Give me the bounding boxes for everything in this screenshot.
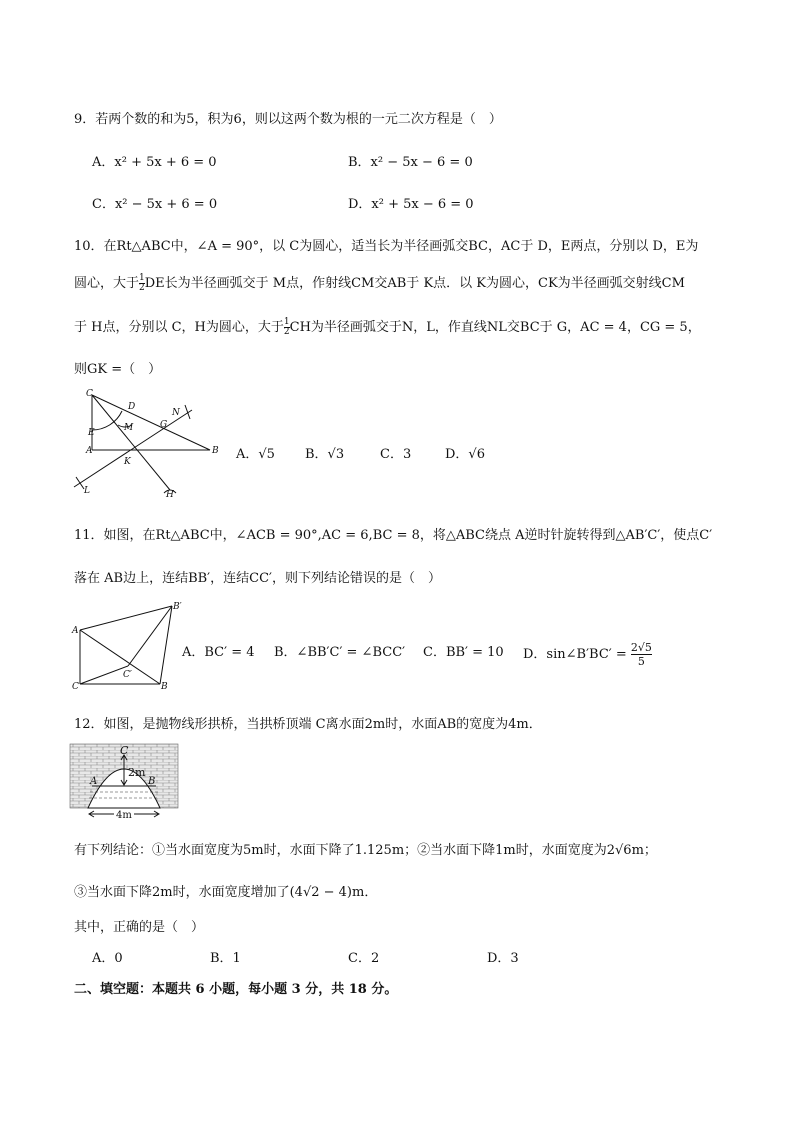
label-m: M — [124, 423, 134, 433]
q10-line3-suffix: CH为半径画弧交于N，L，作直线NL交BC于 G，AC = 4，CG = 5， — [289, 320, 701, 335]
q12-conclusions-line2: ③当水面下降2m时，水面宽度增加了(4√2 − 4)m． — [74, 885, 378, 900]
q10-option-c: C．3 — [380, 447, 412, 462]
q10-line2 — [74, 272, 685, 293]
q12-option-b: B．1 — [210, 951, 241, 966]
q12-option-d: D．3 — [487, 951, 519, 966]
q9-stem: 9．若两个数的和为5，积为6，则以这两个数为根的一元二次方程是（ ） — [74, 112, 502, 127]
q11-option-d — [523, 641, 652, 668]
section-heading: 二、填空题：本题共 6 小题，每小题 3 分，共 18 分。 — [74, 982, 398, 997]
segment-ab1 — [80, 606, 172, 630]
q11-figure — [68, 600, 188, 692]
label-b: B — [148, 776, 156, 787]
label-a: A — [90, 776, 98, 787]
q9-option-d: D．x² + 5x − 6 = 0 — [348, 197, 474, 212]
fraction-numerator: 1 — [139, 273, 145, 283]
q9-option-a: A．x² + 5x + 6 = 0 — [92, 155, 217, 170]
q10-line3-prefix: 于 H点，分别以 C，H为圆心，大于 — [74, 320, 284, 335]
fraction-2root5-over-5 — [631, 641, 652, 668]
q11-line2: 落在 AB边上，连结BB′，连结CC′，则下列结论错误的是（ ） — [74, 571, 441, 586]
q10-option-b: B．√3 — [305, 447, 345, 462]
fraction-denominator: 2 — [139, 283, 145, 293]
q10-line4: 则GK =（ ） — [74, 362, 162, 377]
label-l: L — [84, 486, 90, 496]
label-height: 2m — [128, 766, 146, 779]
label-c-prime: C′ — [123, 670, 132, 680]
q10-figure — [60, 385, 230, 510]
label-c: C — [120, 744, 129, 757]
q10-option-d: D．√6 — [445, 447, 485, 462]
segment-bb1 — [160, 606, 172, 684]
label-h: H — [166, 490, 174, 500]
fraction-denominator: 5 — [637, 655, 645, 668]
q9-option-c: C．x² − 5x + 6 = 0 — [92, 197, 218, 212]
q11-line1: 11．如图，在Rt△ABC中，∠ACB = 90°,AC = 6,BC = 8，将△ABC绕点 A逆时针旋转得到△AB′C′，使点C′ — [74, 528, 713, 543]
label-a: A — [72, 626, 79, 636]
label-n: N — [172, 408, 180, 418]
q12-option-c: C．2 — [348, 951, 380, 966]
fraction-numerator: 2√5 — [630, 641, 652, 654]
label-c: C — [72, 682, 79, 692]
q12-option-a: A．0 — [92, 951, 123, 966]
label-e: E — [88, 428, 95, 438]
fraction-numerator: 1 — [283, 317, 290, 327]
label-a: A — [86, 446, 93, 456]
q11-option-b: B．∠BB′C′ = ∠BCC′ — [274, 645, 406, 660]
q10-line3 — [74, 316, 701, 337]
segment-cc1 — [80, 666, 128, 684]
label-b: B — [161, 682, 168, 692]
arc-l — [76, 477, 84, 489]
segment-cb — [92, 395, 210, 450]
q9-option-b: B．x² − 5x − 6 = 0 — [348, 155, 473, 170]
q10-line1: 10．在Rt△ABC中，∠A = 90°，以 C为圆心，适当长为半径画弧交BC，AC于 D，E两点，分别以 D，E为 — [74, 239, 699, 254]
q11-option-c: C．BB′ = 10 — [423, 645, 504, 660]
q12-figure — [70, 744, 182, 824]
label-b: B — [212, 446, 219, 456]
q11-option-d-text: D．sin∠B′BC′ = — [523, 647, 627, 662]
label-g: G — [160, 420, 168, 430]
segment-b1c1 — [128, 606, 172, 666]
q12-stem: 12．如图，是抛物线形拱桥，当拱桥顶端 C离水面2m时，水面AB的宽度为4m． — [74, 717, 542, 732]
label-d: D — [128, 402, 136, 412]
label-c: C — [86, 389, 93, 399]
q10-option-a: A．√5 — [236, 447, 275, 462]
q10-line2-suffix: DE长为半径画弧交于 M点，作射线CM交AB于 K点．以 K为圆心，CK为半径画弧交射线CM — [144, 276, 685, 291]
label-b-prime: B′ — [173, 602, 182, 612]
q12-conclusions-line1: 有下列结论：①当水面宽度为5m时，水面下降了1.125m；②当水面下降1m时，水面宽度为2√6m； — [74, 843, 657, 858]
q10-line2-prefix: 圆心，大于 — [74, 276, 140, 291]
q12-question: 其中，正确的是（ ） — [74, 920, 205, 935]
label-k: K — [124, 457, 131, 467]
label-width: 4m — [116, 810, 132, 821]
fraction-denominator: 2 — [283, 327, 290, 337]
q11-option-a: A．BC′ = 4 — [182, 645, 255, 660]
